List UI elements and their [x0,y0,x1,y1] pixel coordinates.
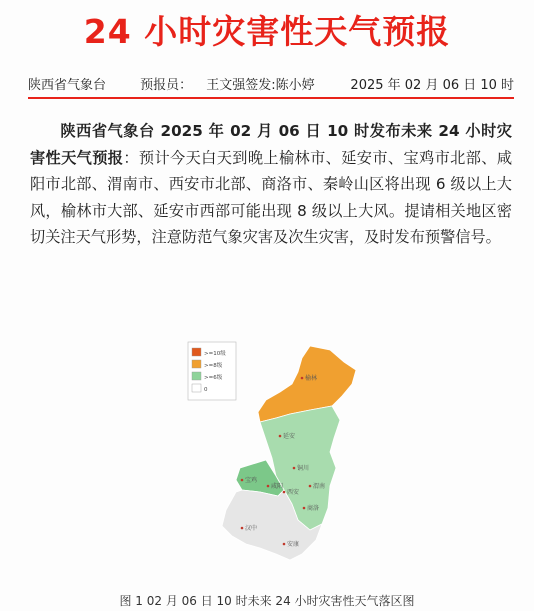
legend-label: >=10级 [204,351,226,357]
warning-map [180,340,380,585]
city-dot [293,467,296,470]
city-label: 西安 [287,489,300,496]
city-dot [279,435,282,438]
city-dot [241,527,244,530]
forecast-paragraph [30,118,512,251]
page-title: 24 小时灾害性天气预报 [83,12,451,51]
forecaster-label: 预报员： [140,78,193,93]
forecast-detail: ：预计今天白天到晚上榆林市、延安市、宝鸡市北部、咸阳市北部、渭南市、西安市北部、商洛市、秦岭山区将出现 6 级以上大风，榆林市大部、延安市西部可能出现 8 级以上大风。提请相关地区密切关注天气形势，注意防范气象灾害及次生灾害，及时发布预警信号。 [30,148,513,246]
city-label: 铜川 [297,465,310,472]
legend-swatch [192,384,201,392]
header-rule [28,97,514,99]
city-label: 延安 [283,433,296,440]
city-label: 商洛 [307,505,320,512]
city-label: 咸阳 [271,483,284,490]
shaanxi-map-svg [180,340,380,585]
city-dot [301,377,304,380]
map-caption: 图 1 02 月 06 日 10 时未来 24 小时灾害性天气落区图 [119,594,415,608]
meta-line [28,74,514,93]
forecaster-names: 王文强签发:陈小婷 [206,78,315,93]
city-label: 榆林 [305,375,318,382]
legend-label: >=8级 [204,363,223,369]
issue-datetime: 2025 年 02 月 06 日 10 时 [350,78,515,93]
city-dot [241,479,244,482]
city-label: 宝鸡 [245,477,258,484]
forecast-lead: 陕西省气象台 2025 年 02 月 06 日 10 时发布未来 24 小时灾害性天气预报 [30,122,512,167]
city-dot [267,485,270,488]
city-dot [309,485,312,488]
issuing-org: 陕西省气象台 [28,78,107,93]
legend-swatch [192,372,201,380]
legend-label: >=6级 [204,375,223,381]
legend-swatch [192,360,201,368]
city-label: 汉中 [245,525,258,532]
legend-swatch [192,348,201,356]
city-label: 渭南 [313,483,326,490]
city-dot [283,543,286,546]
city-dot [303,507,306,510]
legend-label: 0 [204,387,208,393]
city-label: 安康 [287,541,300,548]
city-dot [283,491,286,494]
